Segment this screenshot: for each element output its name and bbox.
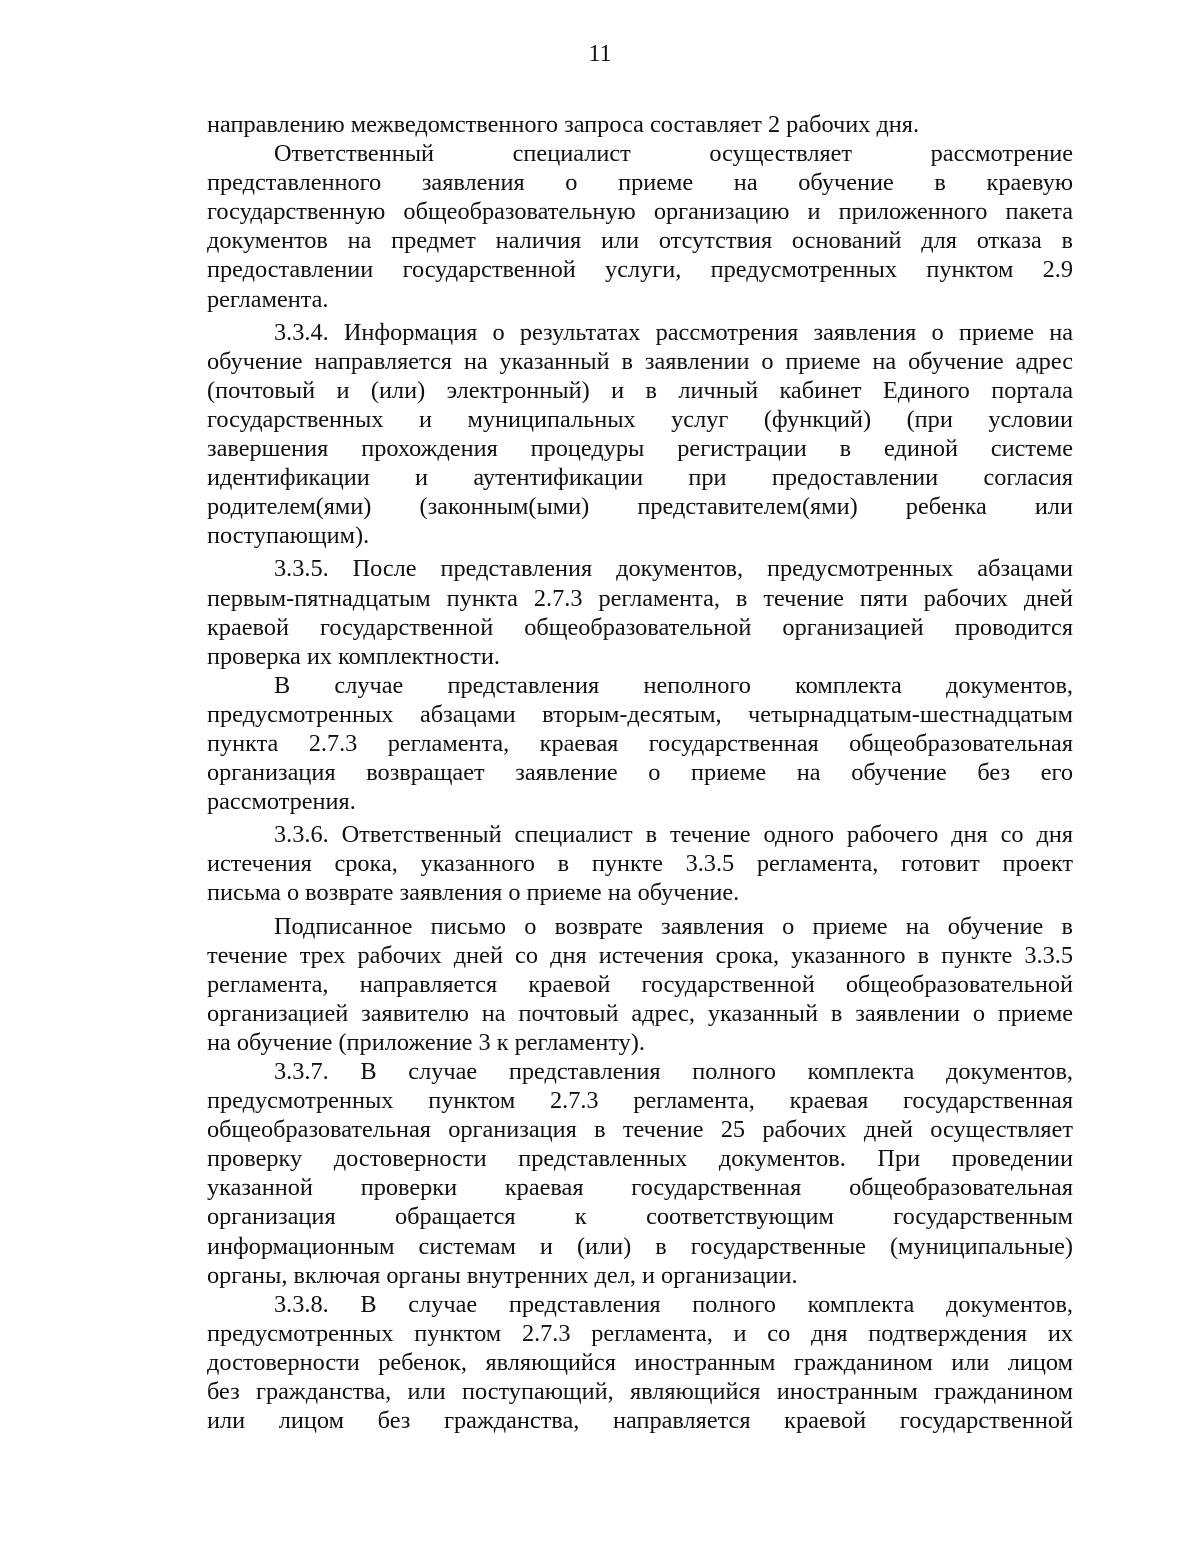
text-line: указанной проверки краевая государственная общеобразовательная <box>207 1174 1073 1202</box>
text-line: Подписанное письмо о возврате заявления о приеме на обучение в <box>274 912 1073 940</box>
text-line: завершения прохождения процедуры регистрации в единой системе <box>207 435 1073 463</box>
text-line: предоставлении государственной услуги, предусмотренных пунктом 2.9 <box>207 256 1073 284</box>
text-line: без гражданства, или поступающий, являющийся иностранным гражданином <box>207 1378 1073 1406</box>
page-number: 11 <box>588 41 612 67</box>
text-line: 3.3.7. В случае представления полного комплекта документов, <box>274 1058 1073 1085</box>
text-line: 3.3.5. После представления документов, предусмотренных абзацами <box>274 555 1073 583</box>
text-line: 3.3.8. В случае представления полного комплекта документов, <box>274 1290 1073 1318</box>
text-line: организацией заявителю на почтовый адрес, указанный в заявлении о приеме <box>207 999 1073 1027</box>
text-line: регламента, направляется краевой государственной общеобразовательной <box>207 970 1073 998</box>
text-line: (почтовый и (или) электронный) и в личный кабинет Единого портала <box>207 376 1073 404</box>
text-line: или лицом без гражданства, направляется краевой государственной <box>207 1407 1073 1435</box>
text-line: общеобразовательная организация в течение 25 рабочих дней осуществляет <box>207 1116 1073 1144</box>
text-line: Ответственный специалист осуществляет рассмотрение <box>274 140 1073 168</box>
text-line: достоверности ребенок, являющийся иностранным гражданином или лицом <box>207 1348 1073 1376</box>
text-line: государственную общеобразовательную организацию и приложенного пакета <box>207 198 1073 226</box>
text-line: организация возвращает заявление о приеме на обучение без его <box>207 759 1073 787</box>
text-line: на обучение (приложение 3 к регламенту). <box>207 1028 645 1056</box>
text-line: направлению межведомственного запроса составляет 2 рабочих дня. <box>207 111 920 138</box>
text-line: представленного заявления о приеме на обучение в краевую <box>207 169 1073 197</box>
text-line: органы, включая органы внутренних дел, и организации. <box>207 1261 798 1289</box>
text-line: идентификации и аутентификации при предоставлении согласия <box>207 464 1073 492</box>
text-line: родителем(ями) (законным(ыми) представителем(ями) ребенка или <box>207 493 1073 521</box>
text-line: первым-пятнадцатым пункта 2.7.3 регламента, в течение пяти рабочих дней <box>207 584 1073 612</box>
document-body <box>207 110 1073 1435</box>
text-line: поступающим). <box>207 522 370 550</box>
text-line: регламента. <box>207 285 329 313</box>
text-line: 3.3.6. Ответственный специалист в течение одного рабочего дня со дня <box>274 821 1073 849</box>
text-line: предусмотренных абзацами вторым-десятым, четырнадцатым-шестнадцатым <box>207 700 1073 728</box>
text-line: пункта 2.7.3 регламента, краевая государственная общеобразовательная <box>207 729 1073 757</box>
text-line: предусмотренных пунктом 2.7.3 регламента, краевая государственная <box>207 1087 1073 1115</box>
text-line: проверку достоверности представленных документов. При проведении <box>207 1145 1073 1173</box>
text-line: рассмотрения. <box>207 788 356 816</box>
text-line: обучение направляется на указанный в заявлении о приеме на обучение адрес <box>207 347 1073 375</box>
text-line: информационным системам и (или) в государственные (муниципальные) <box>207 1232 1073 1260</box>
text-line: предусмотренных пунктом 2.7.3 регламента, и со дня подтверждения их <box>207 1319 1073 1347</box>
text-line: организация обращается к соответствующим государственным <box>207 1203 1073 1231</box>
text-line: В случае представления неполного комплекта документов, <box>274 671 1073 699</box>
text-line: письма о возврате заявления о приеме на обучение. <box>207 879 740 907</box>
text-line: государственных и муниципальных услуг (функций) (при условии <box>207 405 1073 433</box>
text-line: течение трех рабочих дней со дня истечения срока, указанного в пункте 3.3.5 <box>207 941 1073 969</box>
text-line: проверка их комплектности. <box>207 642 500 670</box>
text-line: краевой государственной общеобразовательной организацией проводится <box>207 613 1073 641</box>
text-line: истечения срока, указанного в пункте 3.3.5 регламента, готовит проект <box>207 850 1073 878</box>
text-line: документов на предмет наличия или отсутствия оснований для отказа в <box>207 227 1073 255</box>
text-line: 3.3.4. Информация о результатах рассмотрения заявления о приеме на <box>274 318 1073 346</box>
